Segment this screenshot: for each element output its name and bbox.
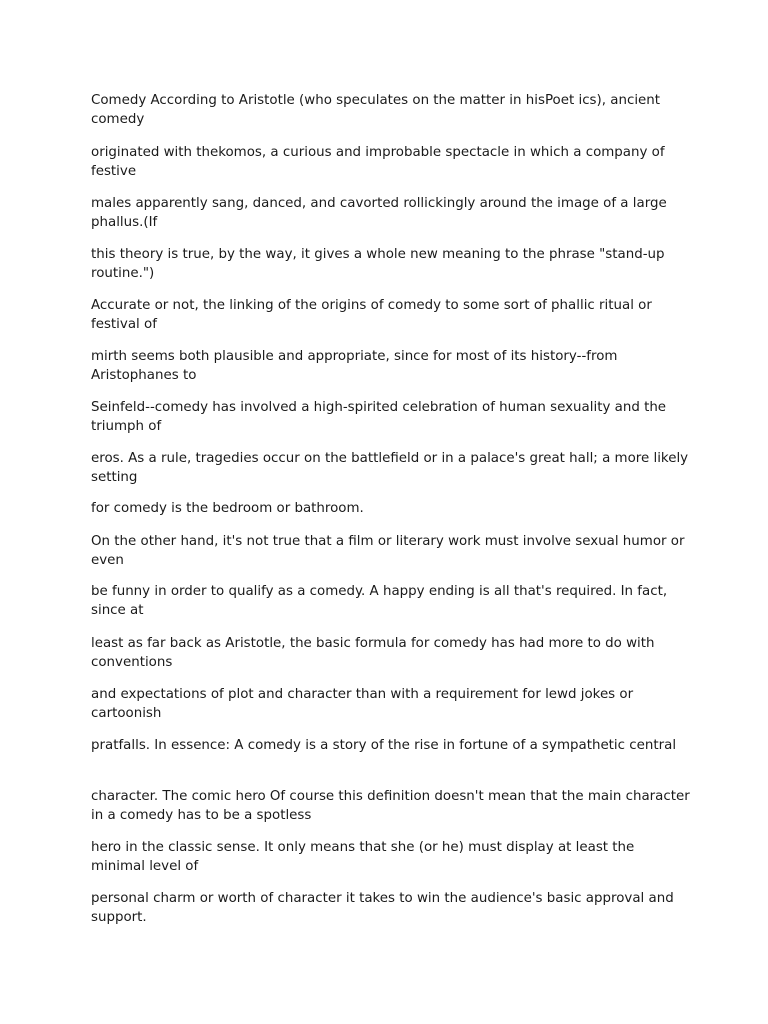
paragraph-11: be funny in order to qualify as a comedy. A happy ending is all that's required. In fact, since at xyxy=(91,584,668,618)
paragraph-14: pratfalls. In essence: A comedy is a story of the rise in fortune of a sympathetic central xyxy=(91,738,677,753)
paragraph-9: for comedy is the bedroom or bathroom. xyxy=(91,501,364,516)
paragraph-16: hero in the classic sense. It only means that she (or he) must display at least the minimal level of xyxy=(91,840,635,874)
paragraph-12: least as far back as Aristotle, the basic formula for comedy has had more to do with conventions xyxy=(91,636,655,670)
paragraph-15: character. The comic hero Of course this definition doesn't mean that the main character in a comedy has to be a spotless xyxy=(91,789,690,823)
paragraph-3: males apparently sang, danced, and cavorted rollickingly around the image of a large phallus.(If xyxy=(91,196,667,230)
paragraph-4: this theory is true, by the way, it gives a whole new meaning to the phrase "stand-up routine.") xyxy=(91,247,665,281)
paragraph-13: and expectations of plot and character than with a requirement for lewd jokes or cartoonish xyxy=(91,687,634,721)
paragraph-1: Comedy According to Aristotle (who speculates on the matter in hisPoet ics), ancient comedy xyxy=(91,93,661,127)
paragraph-8: eros. As a rule, tragedies occur on the battlefield or in a palace's great hall; a more likely setting xyxy=(91,451,689,485)
paragraph-6: mirth seems both plausible and appropriate, since for most of its history--from Aristophanes to xyxy=(91,349,618,383)
paragraph-7: Seinfeld--comedy has involved a high-spirited celebration of human sexuality and the triumph of xyxy=(91,400,667,434)
paragraph-10: On the other hand, it's not true that a film or literary work must involve sexual humor or even xyxy=(91,534,685,568)
paragraph-5: Accurate or not, the linking of the origins of comedy to some sort of phallic ritual or festival of xyxy=(91,298,652,332)
paragraph-17: personal charm or worth of character it takes to win the audience's basic approval and support. xyxy=(91,891,674,925)
paragraph-2: originated with thekomos, a curious and improbable spectacle in which a company of festive xyxy=(91,145,665,179)
